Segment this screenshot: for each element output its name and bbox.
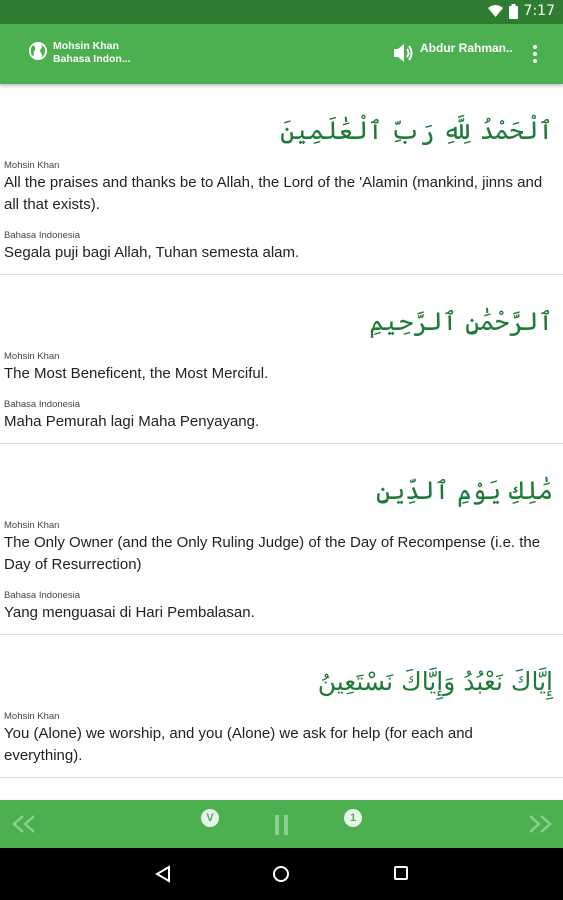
audio-player-bar: [0, 800, 563, 848]
status-bar: [0, 0, 563, 24]
arabic-verse: ٱلرَّحْمَٰنِ ٱلرَّحِيمِ: [369, 307, 553, 336]
rewind-icon[interactable]: [12, 814, 36, 834]
translation-secondary: Bahasa Indon...: [53, 53, 131, 65]
translation-name: Mohsin Khan: [4, 160, 60, 171]
battery-icon: [509, 4, 518, 19]
translation-name: Mohsin Khan: [4, 351, 60, 362]
clock: 7:17: [523, 3, 555, 19]
overflow-menu-icon[interactable]: [528, 42, 542, 66]
translation-name: Mohsin Khan: [4, 520, 60, 531]
pause-icon[interactable]: [273, 814, 291, 836]
app-bar: [0, 24, 563, 84]
verse-card[interactable]: [0, 275, 563, 444]
arabic-verse: مَٰلِكِ يَوْمِ ٱلدِّينِ: [375, 476, 553, 505]
system-nav-bar: [0, 848, 563, 900]
translation-selector[interactable]: [53, 40, 131, 66]
translation-text: The Only Owner (and the Only Ruling Judge) of the Day of Recompense (i.e. the Day of Resurrection): [4, 534, 541, 573]
translation-text: Yang menguasai di Hari Pembalasan.: [4, 604, 255, 621]
translation-text: You (Alone) we worship, and you (Alone) we ask for help (for each and everything).: [4, 725, 473, 764]
translation-name: Bahasa Indonesia: [4, 230, 81, 241]
globe-icon[interactable]: [28, 41, 48, 61]
back-icon[interactable]: [154, 865, 172, 883]
translation-name: Bahasa Indonesia: [4, 399, 81, 410]
arabic-verse: إِيَّاكَ نَعْبُدُ وَإِيَّاكَ نَسْتَعِينُ: [317, 667, 553, 696]
recents-icon[interactable]: [393, 865, 409, 881]
translation-name: Bahasa Indonesia: [4, 590, 81, 601]
translation-name: Mohsin Khan: [4, 711, 60, 722]
verse-card[interactable]: [0, 84, 563, 275]
translation-primary: Mohsin Khan: [53, 40, 119, 52]
translation-text: All the praises and thanks be to Allah, the Lord of the 'Alamin (mankind, jinns and all that exists).: [4, 174, 543, 213]
verse-list[interactable]: [0, 84, 563, 800]
fast-forward-icon[interactable]: [528, 814, 552, 834]
translation-text: The Most Beneficent, the Most Merciful.: [4, 365, 269, 382]
translation-text: Maha Pemurah lagi Maha Penyayang.: [4, 413, 260, 430]
reciter-selector[interactable]: Abdur Rahman..: [420, 41, 513, 55]
verse-card[interactable]: [0, 635, 563, 778]
repeat-count-badge[interactable]: 1: [344, 809, 362, 827]
home-icon[interactable]: [272, 865, 290, 883]
wifi-icon: [488, 5, 503, 18]
translation-text: Segala puji bagi Allah, Tuhan semesta alam.: [4, 244, 300, 261]
arabic-verse: ٱلْحَمْدُ لِلَّهِ رَبِّ ٱلْعَٰلَمِينَ: [280, 116, 553, 145]
verse-mode-badge[interactable]: V: [201, 809, 219, 827]
speaker-icon[interactable]: [392, 42, 416, 64]
verse-card[interactable]: [0, 444, 563, 635]
